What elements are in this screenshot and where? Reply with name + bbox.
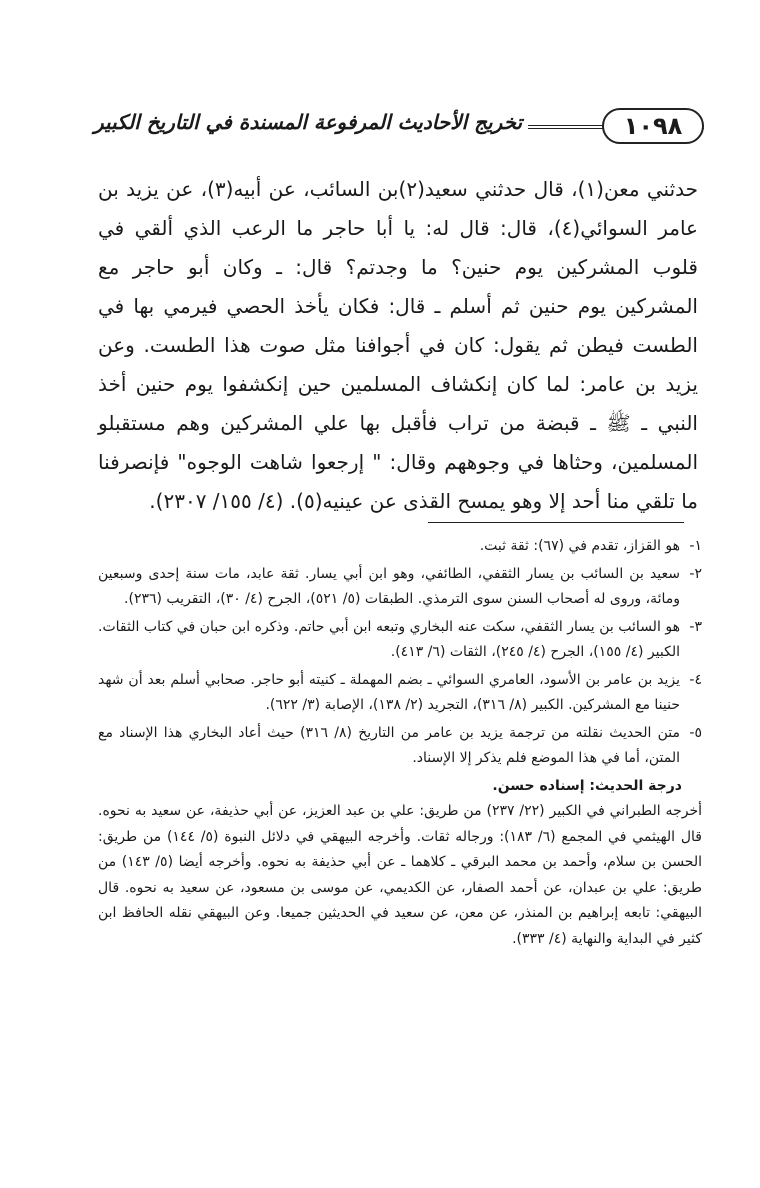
footnote-number: ١-	[689, 538, 702, 554]
footnotes-block	[98, 534, 702, 952]
footnote	[98, 721, 702, 772]
footnote	[98, 615, 702, 666]
footnote-text: هو القزاز، تقدم في (٦٧): ثقة ثبت.	[479, 538, 680, 554]
main-text-block	[98, 170, 698, 521]
footnote-text: هو السائب بن يسار الثقفي، سكت عنه البخاري وتبعه ابن أبي حاتم. وذكره ابن حبان في كتاب الثقات. الكبير (٤/ ١٥٥)، الجرح (٤/ ٢٤٥)، الثقات (٦/ ٤١٣).	[98, 618, 680, 660]
footnote-number: ٤-	[689, 671, 702, 688]
hadith-grade: درجة الحديث: إسناده حسن.	[492, 777, 682, 794]
footnote-number: ٥-	[689, 724, 702, 741]
footnote	[98, 562, 702, 613]
footnote-text: سعيد بن السائب بن يسار الثقفي، الطائفي، وهو ابن أبي يسار. ثقة عابد، مات سنة إحدى وسبعين ومائة، وروى له أصحاب السنن سوى الترمذي. الطبقات (٥/ ٥٢١)، الجرح (٤/ ٣٠)، التقريب (٢٣٦).	[98, 565, 680, 607]
footnote-number: ٣-	[689, 618, 702, 635]
footnote-text: متن الحديث نقلته من ترجمة يزيد بن عامر من التاريخ (٨/ ٣١٦) حيث أعاد البخاري هذا الإسناد مع المتن، أما في هذا الموضع فلم يذكر إلا الإسناد.	[98, 724, 680, 766]
main-paragraph: حدثني معن(١)، قال حدثني سعيد(٢)بن السائب، عن أبيه(٣)، عن يزيد بن عامر السوائي(٤)، قال: قال له: يا أبا حاجر ما الرعب الذي ألقي في قلوب المشركين يوم حنين؟ ما وجدتم؟ قال: ـ وكان أبو حاجر مع المشركين يوم حنين ثم أسلم ـ قال: فكان يأخذ الحصي فيرمي بها في الطست فيطن ثم يقول: كان في أجوافنا مثل صوت هذا الطست. وعن يزيد بن عامر: لما كان إنكشاف المسلمين حين إنكشفوا يوم حنين أخذ النبي ـ ﷺ ـ قبضة من تراب فأقبل بها علي المشركين وهم مستقبلو المسلمين، وحثاها في وجوههم وقال: " إرجعوا شاهت الوجوه" فإنصرفنا ما تلقي منا أحد إلا وهو يمسح القذى عن عينيه(٥). (٤/ ١٥٥/ ٢٣٠٧).	[98, 177, 698, 513]
book-title: تخريج الأحاديث المرفوعة المسندة في التاريخ الكبير	[94, 110, 528, 134]
page-header	[94, 106, 704, 148]
footnote-divider	[428, 522, 684, 523]
footnote-text: يزيد بن عامر بن الأسود، العامري السوائي ـ بضم المهملة ـ كنيته أبو حاجر. صحابي أسلم بعد أن شهد حنينا مع المشركين. الكبير (٨/ ٣١٦)، التجريد (٢/ ١٣٨)، الإصابة (٣/ ٦٢٢).	[98, 671, 680, 713]
footnote	[98, 534, 702, 560]
footnote	[98, 668, 702, 719]
page-number: ١٠٩٨	[602, 108, 704, 144]
footnote-number: ٢-	[689, 565, 702, 582]
takhrij-paragraph: أخرجه الطبراني في الكبير (٢٢/ ٢٣٧) من طريق: علي بن عبد العزيز، عن أبي حذيفة، عن سعيد به نحوه. قال الهيثمي في المجمع (٦/ ١٨٣): ورجاله ثقات. وأخرجه البيهقي في دلائل النبوة (٥/ ١٤٤) من طريق: الحسن بن سلام، وأحمد بن محمد البرقي ـ كلاهما ـ عن أبي حذيفة به نحوه. وأخرجه أيضا (٥/ ١٤٣) من طريق: علي بن عبدان، عن أحمد الصفار، عن الكديمي، عن موسى بن مسعود، عن سعيد به نحوه. قال البيهقي: تابعه إبراهيم بن المنذر، عن معن، عن سعيد في الحديثين جميعا. وعن البيهقي نقله الحافظ ابن كثير في البداية والنهاية (٤/ ٣٣٣).	[98, 803, 702, 947]
